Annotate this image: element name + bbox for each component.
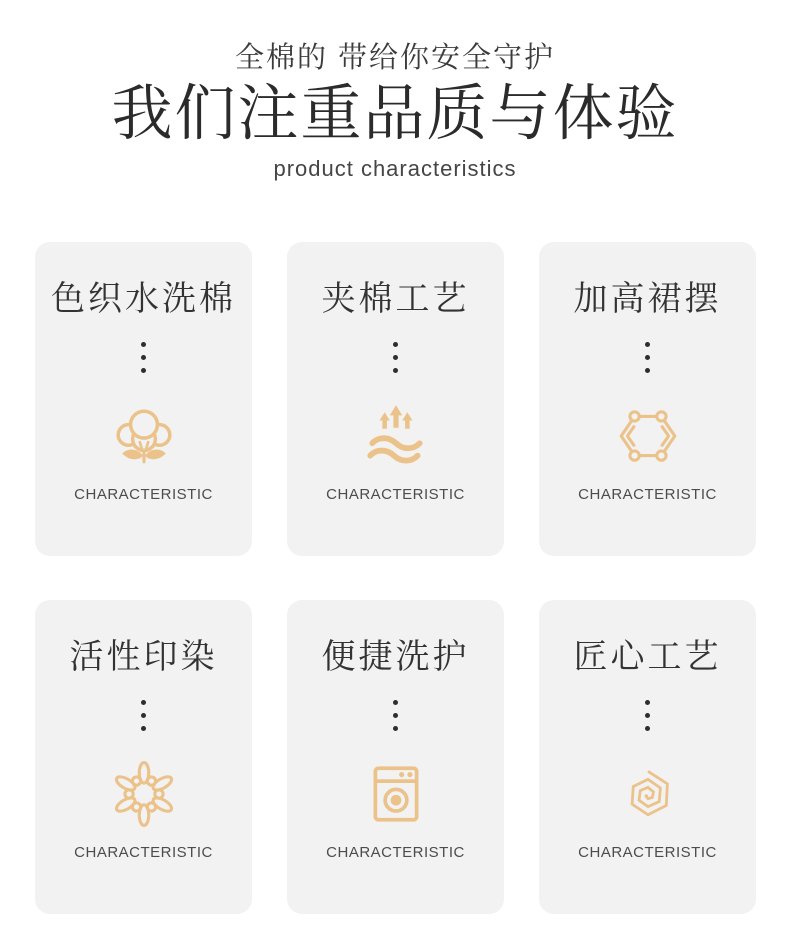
card-label: CHARACTERISTIC	[74, 844, 213, 861]
feature-card-reactive-printing-dyeing	[35, 600, 252, 914]
nested-hexagon-icon	[615, 761, 681, 827]
vertical-dots-divider	[141, 342, 146, 373]
vertical-dots-divider	[645, 342, 650, 373]
feature-card-easy-washing-care	[287, 600, 504, 914]
header-subtitle-en: product characteristics	[273, 156, 517, 181]
feature-card-grid	[35, 242, 756, 914]
feature-card-padded-cotton-craft	[287, 242, 504, 556]
vertical-dots-divider	[393, 700, 398, 731]
card-label: CHARACTERISTIC	[74, 486, 213, 503]
feature-card-yarn-dyed-washed-cotton	[35, 242, 252, 556]
feature-card-artisan-craftsmanship	[539, 600, 756, 914]
card-title: 色织水洗棉	[51, 281, 236, 318]
breathable-arrows-icon	[363, 403, 429, 469]
feature-card-raised-bed-skirt	[539, 242, 756, 556]
card-label: CHARACTERISTIC	[326, 486, 465, 503]
card-label: CHARACTERISTIC	[578, 844, 717, 861]
page-header	[0, 0, 790, 184]
card-title: 加高裙摆	[573, 281, 722, 318]
hexagon-molecule-icon	[615, 403, 681, 469]
vertical-dots-divider	[645, 700, 650, 731]
cotton-icon	[111, 403, 177, 469]
header-tagline: 全棉的 带给你安全守护	[234, 42, 556, 74]
card-title: 匠心工艺	[573, 639, 722, 676]
flower-print-icon	[111, 761, 177, 827]
card-title: 活性印染	[69, 639, 218, 676]
card-label: CHARACTERISTIC	[326, 844, 465, 861]
page-title: 我们注重品质与体验	[111, 81, 679, 148]
washing-machine-icon	[363, 761, 429, 827]
card-label: CHARACTERISTIC	[578, 486, 717, 503]
vertical-dots-divider	[393, 342, 398, 373]
vertical-dots-divider	[141, 700, 146, 731]
card-title: 便捷洗护	[321, 639, 470, 676]
card-title: 夹棉工艺	[321, 281, 470, 318]
